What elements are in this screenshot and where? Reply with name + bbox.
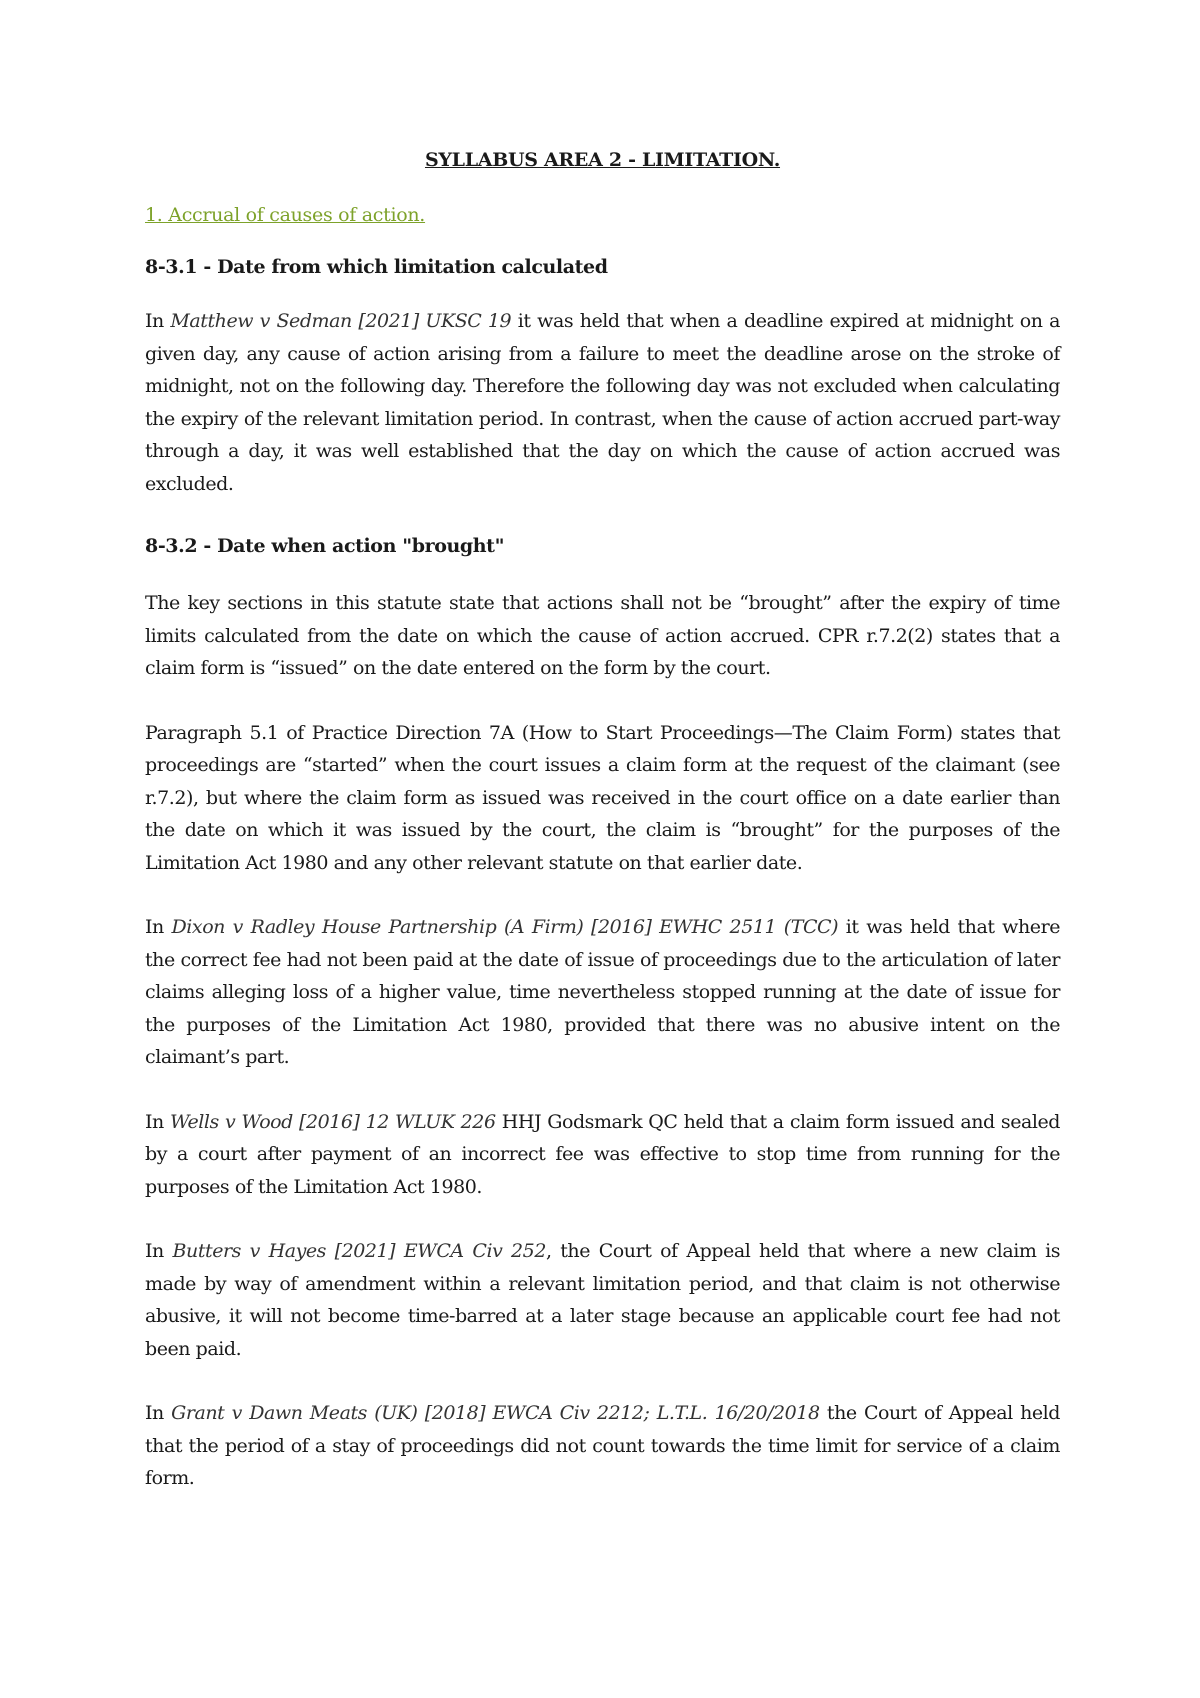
case-citation: Dixon v Radley House Partnership (A Firm) [2016] EWHC 2511 (TCC) xyxy=(171,916,839,938)
heading-8-3-2: 8-3.2 - Date when action "brought" xyxy=(145,535,505,557)
paragraph-grant-v-dawn-meats xyxy=(145,1397,1060,1495)
paragraph-body: the Court of Appeal held that the period of a stay of proceedings did not count towards the time limit for service of a claim form. xyxy=(145,1402,1060,1489)
paragraph-prefix: In xyxy=(145,1402,172,1424)
paragraph-key-sections: The key sections in this statute state that actions shall not be “brought” after the expiry of time limits calculated from the date on which the cause of action accrued. CPR r.7.2(2) states that a claim form is “issued” on the date entered on the form by the court. xyxy=(145,592,1060,679)
paragraph-body: HHJ Godsmark QC held that a claim form issued and sealed by a court after payment of an incorrect fee was effective to stop time from running for the purposes of the Limitation Act 1980. xyxy=(145,1110,1060,1198)
case-citation: Wells v Wood [2016] 12 WLUK 226 xyxy=(169,1110,496,1133)
paragraph-prefix: In xyxy=(145,1110,170,1133)
document-title: SYLLABUS AREA 2 - LIMITATION. xyxy=(424,149,781,171)
document-page xyxy=(145,146,1060,1527)
paragraph-prefix: In xyxy=(145,1240,173,1262)
paragraph-body: it was held that where the correct fee had not been paid at the date of issue of proceedings due to the articulation of later claims alleging loss of a higher value, time nevertheless stopped running at the date of issue for the purposes of the Limitation Act 1980, provided that there was no abusive intent on the claimant’s part. xyxy=(145,916,1061,1068)
paragraph-wells-v-wood xyxy=(145,1106,1060,1204)
paragraph-body: , the Court of Appeal held that where a new claim is made by way of amendment within a relevant limitation period, and that claim is not otherwise abusive, it will not become time-barred at a later stage because an applicable court fee had not been paid. xyxy=(145,1240,1060,1360)
case-citation: Matthew v Sedman [2021] UKSC 19 xyxy=(170,310,512,332)
paragraph-body: it was held that when a deadline expired at midnight on a given day, any cause of action arising from a failure to meet the deadline arose on the stroke of midnight, not on the following day. Therefore the following day was not excluded when calculating the expiry of the relevant limitation period. In contrast, when the cause of action accrued part-way through a day, it was well established that the day on which the cause of action accrued was excluded. xyxy=(145,310,1060,495)
paragraph-prefix: In xyxy=(145,916,172,938)
paragraph-practice-direction: Paragraph 5.1 of Practice Direction 7A (How to Start Proceedings—The Claim Form) states that proceedings are “started” when the court issues a claim form at the request of the claimant (see r.7.2), but where the claim form as issued was received in the court office on a date earlier than the date on which it was issued by the court, the claim is “brought” for the purposes of the Limitation Act 1980 and any other relevant statute on that earlier date. xyxy=(145,721,1060,874)
case-citation: Butters v Hayes [2021] EWCA Civ 252 xyxy=(172,1240,546,1262)
paragraph-butters-v-hayes xyxy=(145,1235,1060,1365)
heading-8-3-1: 8-3.1 - Date from which limitation calculated xyxy=(145,256,608,278)
paragraph-matthew-v-sedman xyxy=(145,305,1060,500)
paragraph-dixon-v-radley xyxy=(145,911,1060,1074)
case-citation: Grant v Dawn Meats (UK) [2018] EWCA Civ 2212; L.T.L. 16/20/2018 xyxy=(171,1402,820,1424)
section-link-accrual[interactable]: 1. Accrual of causes of action. xyxy=(145,204,426,226)
paragraph-prefix: In xyxy=(145,310,171,332)
